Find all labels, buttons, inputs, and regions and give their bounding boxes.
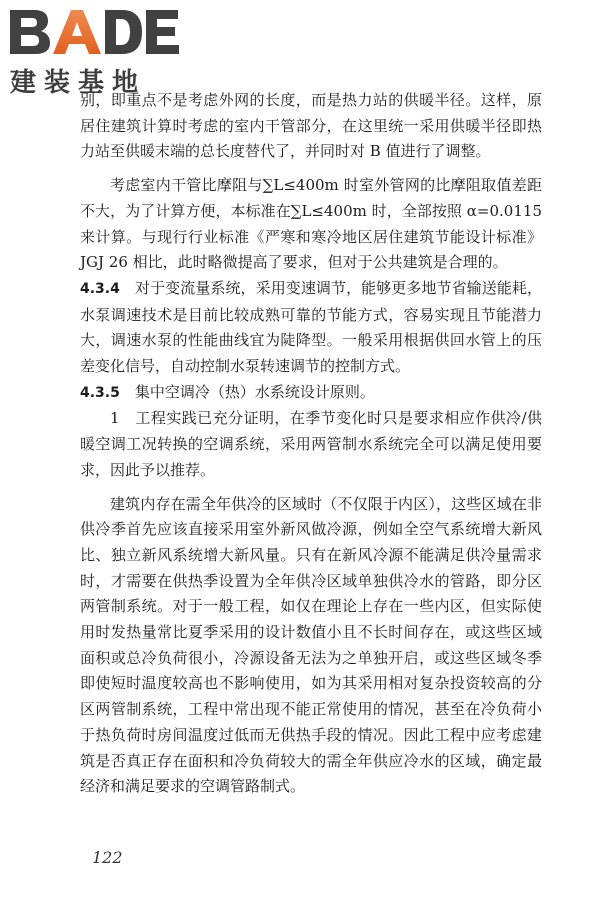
paragraph-year-round-cooling: 建筑内存在需全年供冷的区域时（不仅限于内区），这些区域在非供冷季首先应该直接采用室外新风做冷源，例如全空气系统增大新风比、独立新风系统增大新风量。只有在新风冷源不能满足供冷量需求时，才需要在供热季设置为全年供冷区域单独供冷水的管路，即分区两管制系统。对于一般工程，如仅在理论上存在一些内区，但实际使用时发热量常比夏季采用的设计数值小且不长时间存在，或这些区域面积或总冷负荷很小，冷源设备无法为之单独开启，或这些区域冬季即使短时温度较高也不影响使用，如为其采用相对复杂投资较高的分区两管制系统，工程中常出现不能正常使用的情况，甚至在冷负荷小于热负荷时房间温度过低而无供热手段的情况。因此工程中应考虑建筑是否真正存在面积和冷负荷较大的需全年供应冷水的区域，确定最经济和满足要求的空调管路制式。 xyxy=(80,494,542,796)
logo-wordmark xyxy=(8,6,183,56)
clause-text: 对于变流量系统，采用变速调节，能够更多地节省输送能耗，水泵调速技术是目前比较成熟可靠的节能方式，容易实现且节能潜力大，调速水泵的性能曲线宜为陡降型。一般采用根据供回水管上的压差变化信号，自动控制水泵转速调节的控制方式。 xyxy=(80,278,542,376)
clause-number: 4.3.4 xyxy=(80,280,120,297)
clause-4-3-5 xyxy=(80,380,542,407)
paragraph-continued: 别，即重点不是考虑外网的长度，而是热力站的供暖半径。这样，原居住建筑计算时考虑的室内干管部分，在这里统一采用供暖半径即热力站至供暖末端的总长度替代了，并同时对 B 值进行了调整。 xyxy=(80,91,542,161)
clause-4-3-4 xyxy=(80,276,542,380)
bade-logo xyxy=(8,6,183,96)
logo-subtitle: 建装基地 xyxy=(10,68,147,98)
paragraph-friction-resistance: 考虑室内干管比摩阻与∑L≤400m 时室外管网的比摩阻取值差距不大，为了计算方便，本标准在∑L≤400m 时，全部按照 α=0.0115 来计算。与现行行业标准《严寒和寒冷地区居住建筑节能设计标准》JGJ 26 相比，此时略微提高了要求，但对于公共建筑是合理的。 xyxy=(80,176,542,272)
page-number: 122 xyxy=(92,848,123,867)
item-1-paragraph: 1 工程实践已充分证明，在季节变化时只是要求相应作供冷/供暖空调工况转换的空调系统，采用两管制水系统完全可以满足使用要求，因此予以推荐。 xyxy=(80,409,542,479)
clause-text: 集中空调冷（热）水系统设计原则。 xyxy=(134,382,375,401)
clause-number: 4.3.5 xyxy=(80,384,120,401)
page-body xyxy=(80,88,542,800)
